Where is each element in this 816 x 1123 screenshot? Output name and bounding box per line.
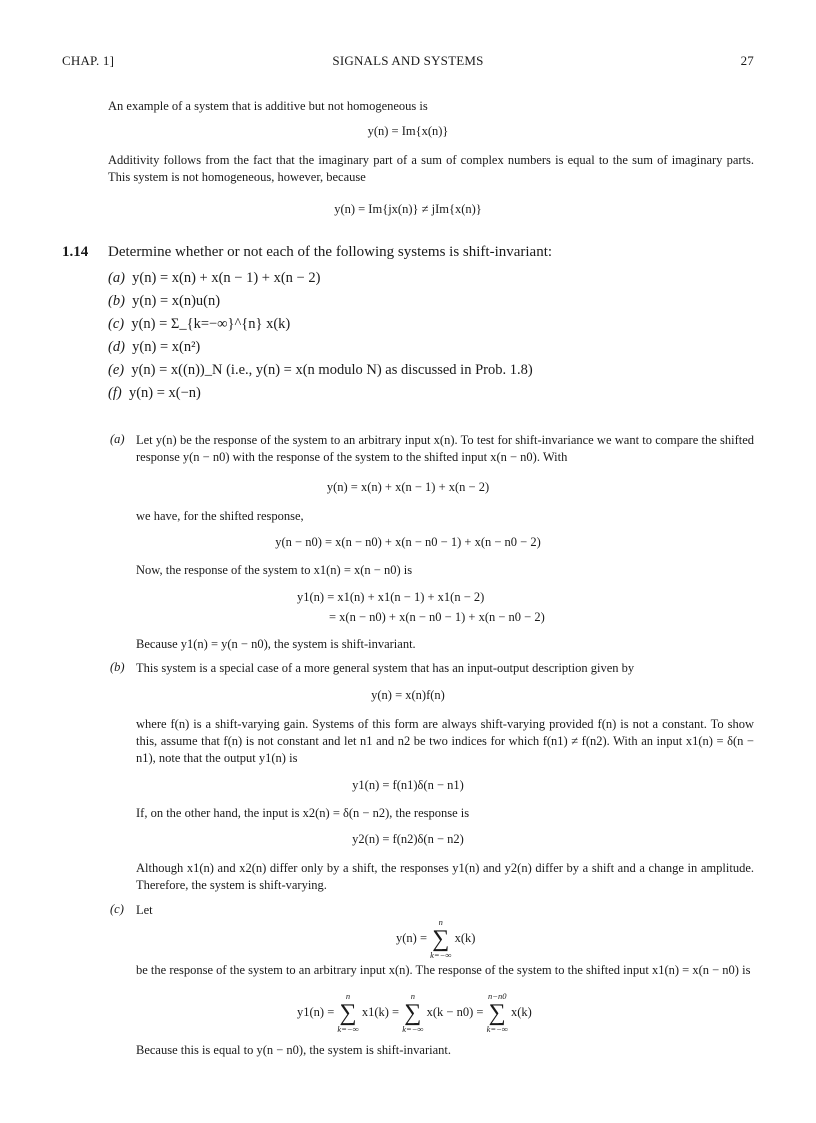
- intro-sentence: An example of a system that is additive but not homogeneous is: [108, 99, 428, 113]
- intro-equation-1: y(n) = Im{x(n)}: [367, 124, 449, 138]
- solution-c-paragraph-3: Because this is equal to y(n − n0), the system is shift-invariant.: [136, 1043, 451, 1057]
- problem-item-f: [108, 385, 201, 402]
- sum-upper-limit: n: [410, 991, 415, 1001]
- sum-lower-limit: k=−∞: [337, 1024, 359, 1034]
- summation-sign: n ∑ k=−∞: [337, 991, 359, 1034]
- eq-summand: x(k): [454, 930, 476, 945]
- solution-a-equation-2: y(n − n0) = x(n − n0) + x(n − n0 − 1) + x(n − n0 − 2): [275, 535, 541, 549]
- intro-equation-2: y(n) = Im{jx(n)} ≠ jIm{x(n)}: [334, 202, 482, 216]
- problem-item-a: [108, 270, 320, 287]
- sum-lower-limit: k=−∞: [486, 1024, 508, 1034]
- problem-statement: Determine whether or not each of the following systems is shift-invariant:: [108, 244, 553, 260]
- intro-paragraph: Additivity follows from the fact that the imaginary part of a sum of complex numbers is equal to the sum of imaginary parts. This system is not homogeneous, however, because: [108, 153, 754, 184]
- summation-sign: n ∑ k=−∞: [430, 917, 452, 960]
- running-header-title: SIGNALS AND SYSTEMS: [332, 53, 484, 68]
- eq-lhs: y(n) =: [396, 930, 427, 945]
- running-header-chapter: CHAP. 1]: [62, 53, 115, 68]
- summation-sign: n ∑ k=−∞: [402, 991, 424, 1034]
- item-label: (f): [108, 385, 122, 401]
- solution-b-equation-2: y1(n) = f(n1)δ(n − n1): [352, 778, 464, 792]
- solution-a-paragraph-4: Because y1(n) = y(n − n0), the system is shift-invariant.: [136, 637, 416, 651]
- solution-c-equation-1: [396, 918, 475, 960]
- solution-a-equation-3a: y1(n) = x1(n) + x1(n − 1) + x1(n − 2): [297, 590, 485, 604]
- solution-b-paragraph-2: where f(n) is a shift-varying gain. Systems of this form are always shift-varying provided f(n) is not a constant. To show this, assume that f(n) is not constant and let n1 and n2 be two indices for which f(n1) ≠ f(n2). With an input x1(n) = δ(n − n1), note that the output y1(n) is: [136, 717, 754, 765]
- item-label: (c): [108, 316, 125, 332]
- solution-c-paragraph-1: Let: [136, 903, 153, 917]
- solution-c-paragraph-2: be the response of the system to an arbitrary input x(n). The response of the system to the shifted input x1(n) = x(n − n0) is: [136, 963, 751, 977]
- solution-a-paragraph-3: Now, the response of the system to x1(n) = x(n − n0) is: [136, 563, 413, 577]
- problem-item-b: [108, 293, 220, 310]
- solution-b-label: (b): [110, 660, 125, 674]
- solution-c-label: (c): [110, 902, 124, 916]
- problem-item-d: [108, 339, 200, 356]
- solution-b-paragraph-3: If, on the other hand, the input is x2(n) = δ(n − n2), the response is: [136, 806, 470, 820]
- summation-sign: n−n0 ∑ k=−∞: [486, 991, 508, 1034]
- solution-a-equation-1: y(n) = x(n) + x(n − 1) + x(n − 2): [326, 480, 490, 494]
- item-label: (d): [108, 339, 125, 355]
- solution-a-paragraph-1: Let y(n) be the response of the system to an arbitrary input x(n). To test for shift-invariance we want to compare the shifted response y(n − n0) with the response of the system to the shifted input x(n − n0). With: [136, 433, 754, 464]
- problem-item-e: [108, 362, 533, 379]
- sum-lower-limit: k=−∞: [430, 950, 452, 960]
- solution-c-equation-2: [297, 992, 532, 1034]
- solution-a-paragraph-2: we have, for the shifted response,: [136, 509, 304, 523]
- sum-upper-limit-shifted: n−n0: [487, 991, 507, 1001]
- sum-lower-limit: k=−∞: [402, 1024, 424, 1034]
- solution-a-equation-3b: = x(n − n0) + x(n − n0 − 1) + x(n − n0 − 2): [329, 610, 545, 624]
- sum-upper-limit: n: [345, 991, 351, 1001]
- page-number: 27: [740, 53, 754, 68]
- problem-number: 1.14: [62, 244, 89, 260]
- problem-item-c: [108, 316, 290, 333]
- solution-b-equation-3: y2(n) = f(n2)δ(n − n2): [352, 832, 464, 846]
- item-label: (b): [108, 293, 125, 309]
- item-label: (e): [108, 362, 125, 378]
- item-text: y(n) = Σ_{k=−∞}^{n} x(k): [131, 316, 291, 332]
- sum-upper-limit: n: [438, 917, 443, 927]
- item-text: y(n) = x(−n): [128, 385, 201, 401]
- solution-b-paragraph-4: Although x1(n) and x2(n) differ only by a shift, the responses y1(n) and y2(n) differ by a shift and a change in amplitude. Therefore, the system is shift-varying.: [136, 861, 754, 892]
- item-label: (a): [108, 270, 125, 286]
- solution-b-equation-1: y(n) = x(n)f(n): [371, 688, 445, 702]
- solution-b-paragraph-1: This system is a special case of a more general system that has an input-output description given by: [136, 661, 635, 675]
- eq-term-1: x1(k) =: [361, 1004, 400, 1019]
- item-text: y(n) = x(n)u(n): [132, 293, 221, 309]
- eq-term-2: x(k − n0) =: [426, 1004, 484, 1019]
- solution-a-label: (a): [110, 432, 125, 446]
- item-text: y(n) = x((n))_N (i.e., y(n) = x(n modulo N) as discussed in Prob. 1.8): [131, 362, 533, 378]
- item-text: y(n) = x(n) + x(n − 1) + x(n − 2): [132, 270, 321, 286]
- item-text: y(n) = x(n²): [132, 339, 201, 355]
- eq-term-3: x(k): [511, 1004, 532, 1019]
- eq-lhs: y1(n) =: [297, 1004, 335, 1019]
